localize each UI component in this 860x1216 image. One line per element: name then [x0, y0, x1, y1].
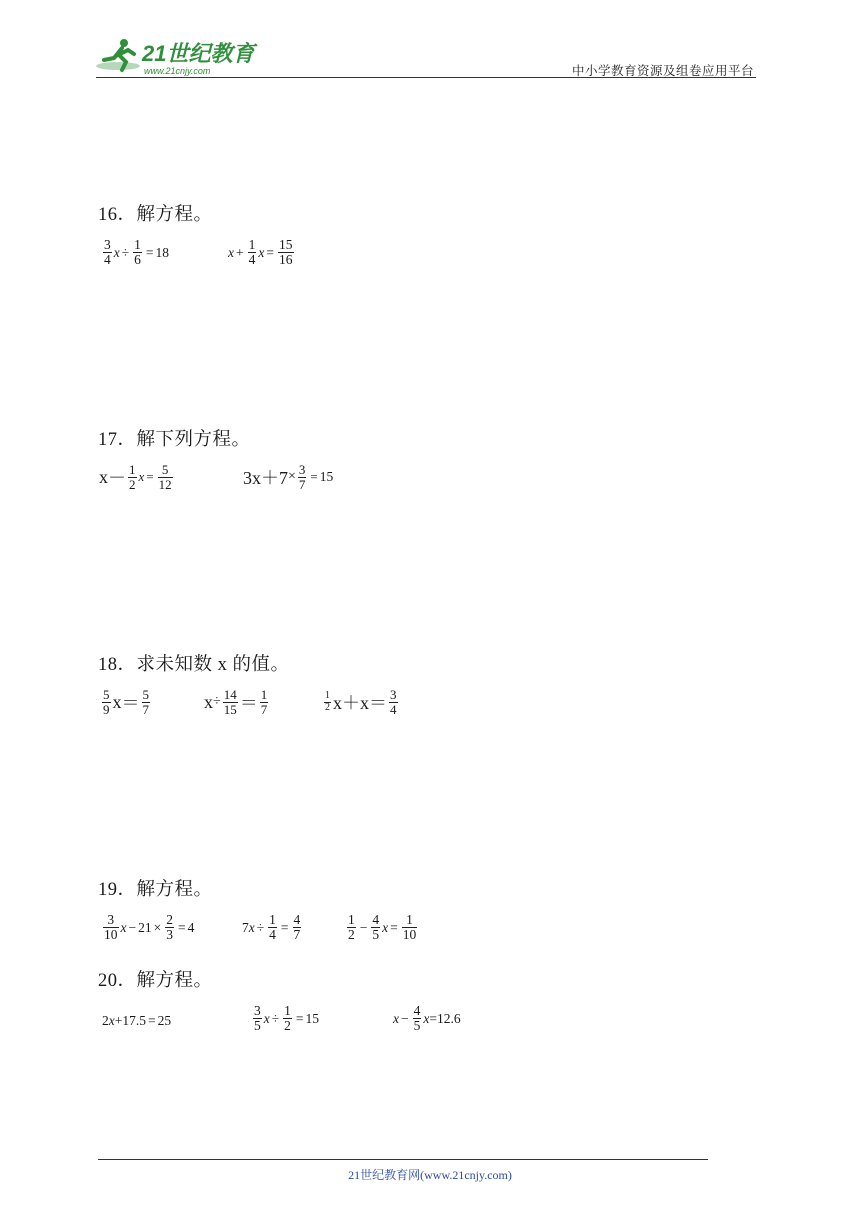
var-x: x: [382, 919, 389, 935]
var-x: x: [258, 244, 265, 260]
q20-title: 20．解方程。: [98, 971, 213, 991]
value: 25: [157, 1013, 172, 1028]
fraction: $\frac{1}{2}$: [129, 462, 136, 492]
value: 2: [102, 1013, 109, 1028]
fraction: $\frac{1}{2}$: [348, 912, 355, 943]
fraction: $\frac{4}{7}$: [293, 912, 301, 943]
expression: x＋x: [333, 693, 369, 714]
q17-equation-1: [99, 463, 175, 491]
q18-equation-1: [100, 688, 152, 716]
operator: +: [236, 244, 244, 260]
fraction: $\frac{1}{4}$: [248, 237, 256, 268]
fraction: $\frac{14}{15}$: [223, 687, 237, 717]
fraction: $\frac{15}{16}$: [279, 237, 293, 268]
q19-equation-2: [242, 913, 303, 942]
operator: －: [108, 468, 126, 489]
footer-divider: [98, 1159, 708, 1160]
fraction: $\frac{1}{2}$: [325, 690, 330, 713]
fraction: $\frac{4}{5}$: [413, 1003, 421, 1034]
value: 21: [138, 919, 152, 935]
q18-equation-3: [322, 688, 400, 716]
fraction: $\frac{1}{10}$: [402, 912, 417, 943]
operator: =: [145, 244, 154, 260]
q19-equation-1: [101, 913, 194, 942]
q16-title: 16．解方程。: [98, 205, 213, 225]
logo-url-text: www.21cnjy.com: [144, 66, 211, 76]
var-x: x: [248, 919, 255, 935]
operator: ×: [288, 469, 296, 485]
fraction: $\frac{1}{7}$: [260, 687, 268, 717]
var-x: x: [113, 244, 120, 260]
operator: −: [128, 919, 137, 935]
operator: ＝: [369, 693, 387, 714]
header-divider: [96, 77, 756, 78]
operator: =: [266, 244, 274, 260]
logo-text: 21世纪教育: [142, 41, 255, 66]
q17-title: 17．解下列方程。: [98, 430, 251, 450]
fraction: $\frac{3}{4}$: [390, 687, 397, 717]
operator: =: [280, 919, 289, 935]
value: 18: [155, 244, 170, 260]
q16-equation-1: [101, 238, 169, 267]
operator: =: [178, 919, 186, 935]
q20-equation-2: [251, 1004, 319, 1033]
fraction: $\frac{5}{9}$: [103, 687, 110, 717]
operator: −: [401, 1010, 409, 1026]
var-x: x: [120, 919, 127, 935]
var-x: x: [138, 469, 145, 485]
q20-equation-3: [393, 1004, 461, 1033]
fraction: $\frac{3}{7}$: [298, 462, 306, 492]
operator: −: [359, 919, 368, 935]
value: 15: [319, 469, 334, 485]
expression: +17.5: [114, 1013, 146, 1028]
var-x: x: [263, 1010, 270, 1026]
fraction: $\frac{1}{4}$: [269, 912, 276, 943]
expression: 3x＋7: [243, 468, 288, 489]
var-x: x: [99, 466, 108, 487]
header-platform-text: 中小学教育资源及组卷应用平台: [571, 64, 754, 78]
q18-title: 18．求未知数 x 的值。: [98, 655, 290, 675]
q19-title: 19．解方程。: [98, 880, 213, 900]
fraction: $\frac{1}{2}$: [284, 1003, 291, 1034]
operator: ×: [153, 919, 162, 935]
var-x: x: [423, 1010, 430, 1026]
operator: ＝: [121, 693, 140, 714]
var-x: x: [112, 691, 122, 712]
operator: ÷: [271, 1010, 280, 1026]
fraction: $\frac{1}{6}$: [134, 237, 141, 268]
runner-logo-icon: [94, 36, 264, 78]
fraction: $\frac{3}{10}$: [104, 912, 118, 943]
operator: =: [295, 1010, 304, 1026]
value: 7: [242, 919, 249, 935]
q17-equation-2: [243, 463, 333, 491]
fraction: $\frac{5}{7}$: [142, 687, 149, 717]
operator: ÷: [121, 244, 130, 260]
operator: ＝: [239, 693, 258, 714]
operator: =: [390, 919, 398, 935]
fraction: $\frac{2}{3}$: [166, 912, 173, 943]
footer-link[interactable]: 21世纪教育网(www.21cnjy.com): [348, 1168, 512, 1182]
site-logo: [94, 36, 264, 78]
operator: ÷: [213, 694, 221, 710]
q16-equation-2: [228, 238, 296, 267]
fraction: $\frac{3}{5}$: [254, 1003, 261, 1034]
var-x: x: [228, 244, 234, 260]
var-x: x: [393, 1010, 399, 1026]
operator: =: [148, 1013, 156, 1028]
operator: =: [146, 469, 154, 485]
q18-equation-2: [204, 688, 270, 716]
fraction: $\frac{4}{5}$: [372, 912, 380, 943]
value: 4: [187, 919, 195, 935]
var-x: x: [108, 1013, 115, 1028]
q19-equation-3: [345, 913, 419, 942]
value: 15: [305, 1010, 320, 1026]
var-x: x: [204, 691, 213, 712]
fraction: $\frac{5}{12}$: [158, 462, 172, 492]
operator: =: [310, 469, 318, 485]
q20-equation-1: [102, 1013, 171, 1029]
expression: =12.6: [429, 1010, 461, 1026]
fraction: $\frac{3}{4}$: [104, 237, 111, 268]
operator: ÷: [256, 919, 265, 935]
